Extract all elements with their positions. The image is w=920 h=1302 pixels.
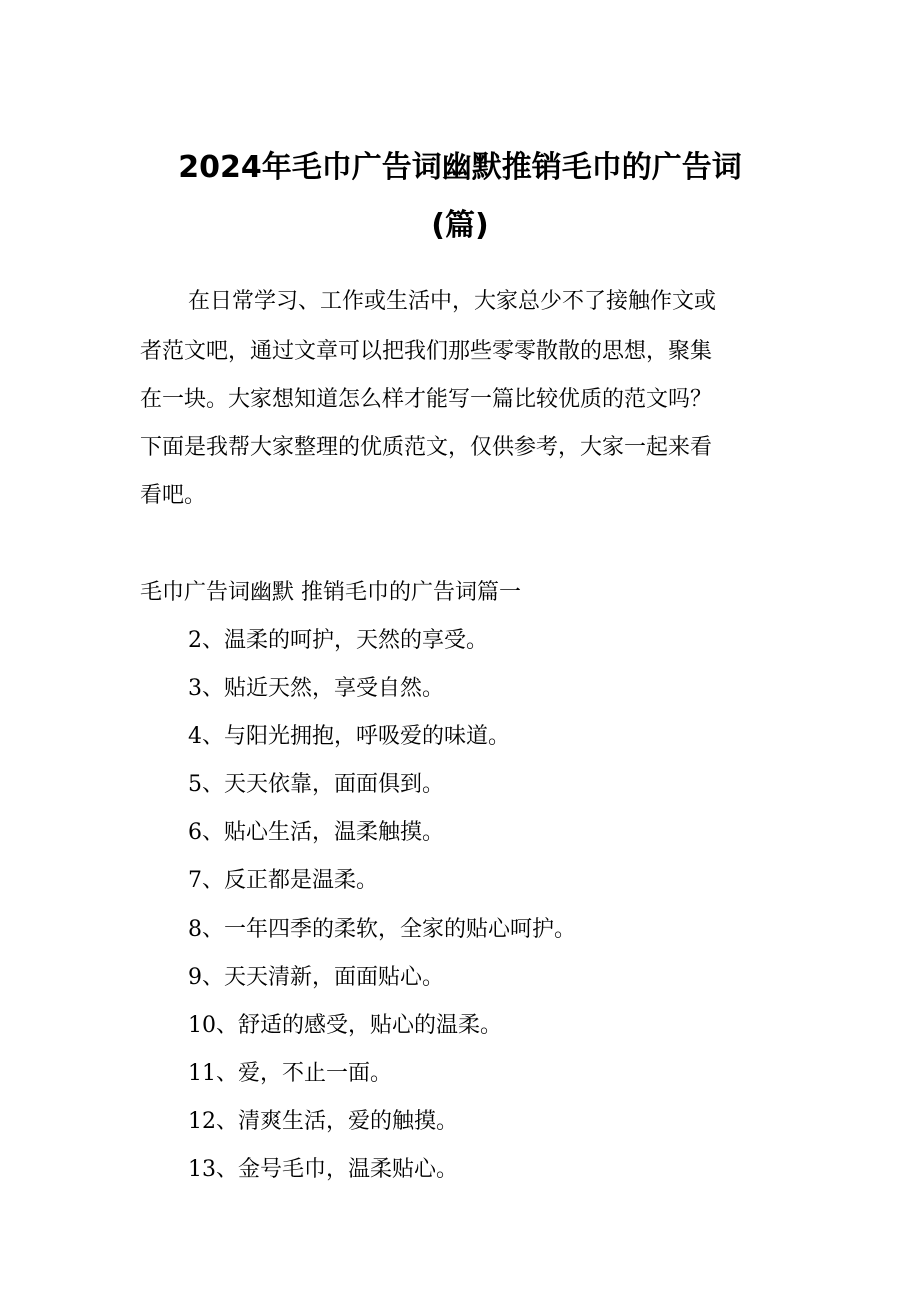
document-title-continuation: (篇) [431, 208, 489, 243]
section-heading: 毛巾广告词幽默 推销毛巾的广告词篇一 [140, 580, 521, 605]
list-item: 3、贴近天然，享受自然。 [188, 676, 444, 701]
list-item: 6、贴心生活，温柔触摸。 [188, 820, 444, 845]
list-item: 13、金号毛巾，温柔贴心。 [188, 1157, 458, 1182]
list-item: 9、天天清新，面面贴心。 [188, 965, 444, 990]
intro-line: 看吧。 [140, 483, 207, 508]
intro-line: 在一块。大家想知道怎么样才能写一篇比较优质的范文吗？ [140, 387, 713, 412]
list-item: 11、爱，不止一面。 [188, 1061, 392, 1086]
intro-line: 者范文吧，通过文章可以把我们那些零零散散的思想，聚集 [140, 339, 713, 364]
list-item: 8、一年四季的柔软，全家的贴心呵护。 [188, 917, 576, 942]
document-title: 2024年毛巾广告词幽默推销毛巾的广告词 [178, 150, 742, 185]
list-item: 10、舒适的感受，贴心的温柔。 [188, 1013, 502, 1038]
intro-line: 在日常学习、工作或生活中，大家总少不了接触作文或 [188, 289, 717, 314]
list-item: 4、与阳光拥抱，呼吸爱的味道。 [188, 724, 510, 749]
list-item: 2、温柔的呵护，天然的享受。 [188, 628, 488, 653]
list-item: 7、反正都是温柔。 [188, 868, 378, 893]
list-item: 12、清爽生活，爱的触摸。 [188, 1109, 458, 1134]
list-item: 5、天天依靠，面面俱到。 [188, 772, 444, 797]
intro-line: 下面是我帮大家整理的优质范文，仅供参考，大家一起来看 [140, 435, 713, 460]
